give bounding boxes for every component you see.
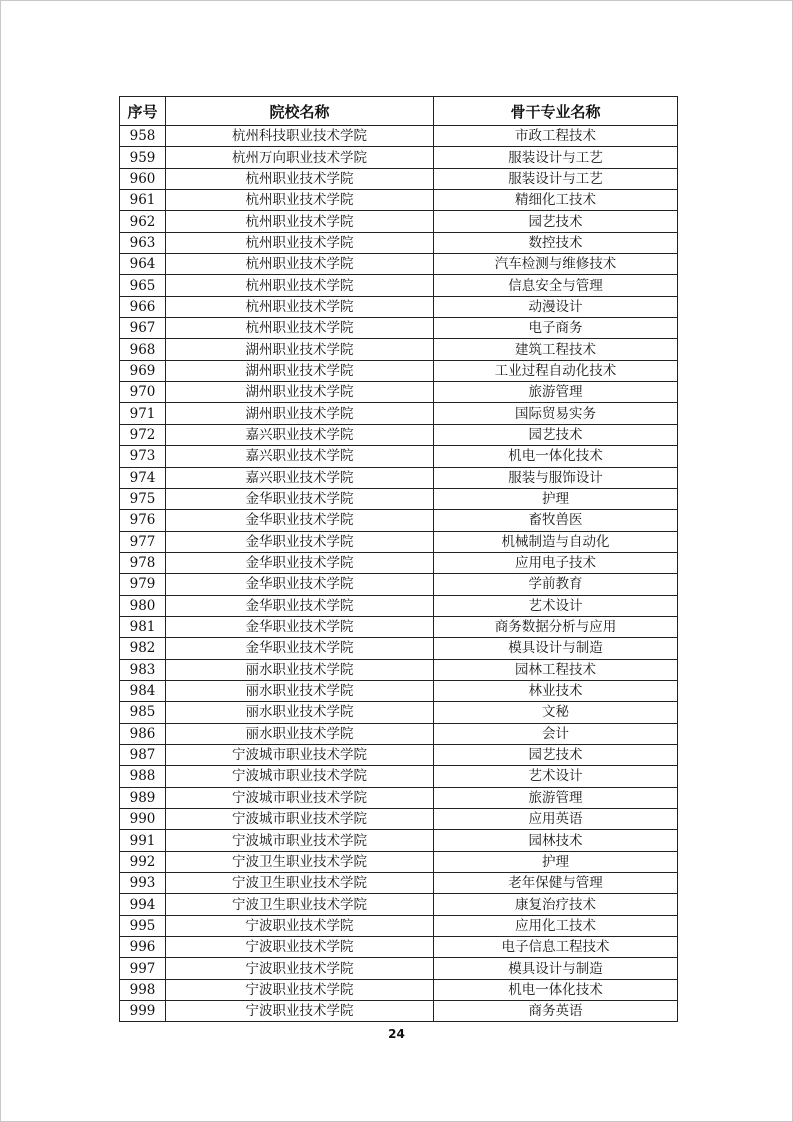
cell-serial-number: 974	[120, 467, 166, 488]
cell-major-name: 老年保健与管理	[434, 873, 678, 894]
table-row	[120, 659, 678, 680]
cell-major-name: 园艺技术	[434, 744, 678, 765]
cell-school-name: 宁波职业技术学院	[166, 937, 434, 958]
cell-serial-number: 992	[120, 851, 166, 872]
backbone-major-table	[119, 96, 678, 1022]
cell-major-name: 精细化工技术	[434, 190, 678, 211]
cell-major-name: 艺术设计	[434, 595, 678, 616]
table-row	[120, 510, 678, 531]
cell-school-name: 湖州职业技术学院	[166, 339, 434, 360]
table-row	[120, 680, 678, 701]
table-row	[120, 894, 678, 915]
table-row	[120, 318, 678, 339]
table-row	[120, 190, 678, 211]
table-row	[120, 1001, 678, 1022]
table-row	[120, 723, 678, 744]
cell-major-name: 护理	[434, 488, 678, 509]
cell-school-name: 金华职业技术学院	[166, 510, 434, 531]
cell-serial-number: 991	[120, 830, 166, 851]
cell-serial-number: 965	[120, 275, 166, 296]
table-row	[120, 488, 678, 509]
cell-school-name: 杭州职业技术学院	[166, 168, 434, 189]
cell-major-name: 应用化工技术	[434, 915, 678, 936]
cell-major-name: 服装设计与工艺	[434, 147, 678, 168]
header-serial-number: 序号	[120, 97, 166, 126]
cell-serial-number: 996	[120, 937, 166, 958]
cell-school-name: 宁波职业技术学院	[166, 979, 434, 1000]
table-row	[120, 616, 678, 637]
table-row	[120, 147, 678, 168]
table-row	[120, 232, 678, 253]
cell-school-name: 湖州职业技术学院	[166, 403, 434, 424]
cell-serial-number: 999	[120, 1001, 166, 1022]
table-row	[120, 360, 678, 381]
cell-school-name: 嘉兴职业技术学院	[166, 424, 434, 445]
cell-serial-number: 984	[120, 680, 166, 701]
cell-major-name: 机电一体化技术	[434, 979, 678, 1000]
cell-school-name: 金华职业技术学院	[166, 595, 434, 616]
cell-school-name: 金华职业技术学院	[166, 574, 434, 595]
table-row	[120, 702, 678, 723]
cell-school-name: 金华职业技术学院	[166, 488, 434, 509]
cell-serial-number: 966	[120, 296, 166, 317]
cell-major-name: 国际贸易实务	[434, 403, 678, 424]
cell-school-name: 杭州职业技术学院	[166, 190, 434, 211]
table-row	[120, 126, 678, 147]
cell-major-name: 机电一体化技术	[434, 446, 678, 467]
cell-serial-number: 971	[120, 403, 166, 424]
cell-serial-number: 987	[120, 744, 166, 765]
cell-serial-number: 983	[120, 659, 166, 680]
cell-school-name: 湖州职业技术学院	[166, 360, 434, 381]
cell-serial-number: 982	[120, 638, 166, 659]
cell-school-name: 宁波职业技术学院	[166, 958, 434, 979]
table-row	[120, 275, 678, 296]
table-row	[120, 851, 678, 872]
cell-school-name: 宁波城市职业技术学院	[166, 830, 434, 851]
cell-serial-number: 969	[120, 360, 166, 381]
cell-school-name: 杭州万向职业技术学院	[166, 147, 434, 168]
table-row	[120, 809, 678, 830]
cell-serial-number: 998	[120, 979, 166, 1000]
cell-major-name: 建筑工程技术	[434, 339, 678, 360]
table-row	[120, 254, 678, 275]
table-row	[120, 937, 678, 958]
cell-serial-number: 961	[120, 190, 166, 211]
cell-major-name: 服装设计与工艺	[434, 168, 678, 189]
table-row	[120, 744, 678, 765]
table-row	[120, 424, 678, 445]
cell-school-name: 杭州职业技术学院	[166, 254, 434, 275]
cell-serial-number: 976	[120, 510, 166, 531]
cell-major-name: 园艺技术	[434, 424, 678, 445]
table-row	[120, 552, 678, 573]
cell-major-name: 园林技术	[434, 830, 678, 851]
cell-serial-number: 972	[120, 424, 166, 445]
cell-school-name: 杭州职业技术学院	[166, 232, 434, 253]
cell-serial-number: 960	[120, 168, 166, 189]
cell-school-name: 杭州职业技术学院	[166, 211, 434, 232]
table-row	[120, 296, 678, 317]
cell-major-name: 服装与服饰设计	[434, 467, 678, 488]
cell-school-name: 宁波卫生职业技术学院	[166, 873, 434, 894]
table-row	[120, 403, 678, 424]
cell-major-name: 商务数据分析与应用	[434, 616, 678, 637]
cell-major-name: 工业过程自动化技术	[434, 360, 678, 381]
table-row	[120, 638, 678, 659]
cell-major-name: 林业技术	[434, 680, 678, 701]
cell-serial-number: 962	[120, 211, 166, 232]
cell-serial-number: 990	[120, 809, 166, 830]
cell-serial-number: 985	[120, 702, 166, 723]
cell-serial-number: 968	[120, 339, 166, 360]
cell-school-name: 宁波职业技术学院	[166, 915, 434, 936]
table-row	[120, 339, 678, 360]
cell-major-name: 学前教育	[434, 574, 678, 595]
cell-major-name: 旅游管理	[434, 787, 678, 808]
cell-major-name: 会计	[434, 723, 678, 744]
cell-serial-number: 975	[120, 488, 166, 509]
cell-school-name: 嘉兴职业技术学院	[166, 467, 434, 488]
cell-school-name: 丽水职业技术学院	[166, 702, 434, 723]
cell-major-name: 园林工程技术	[434, 659, 678, 680]
cell-school-name: 金华职业技术学院	[166, 638, 434, 659]
header-school-name: 院校名称	[166, 97, 434, 126]
cell-serial-number: 978	[120, 552, 166, 573]
cell-school-name: 宁波职业技术学院	[166, 1001, 434, 1022]
cell-serial-number: 964	[120, 254, 166, 275]
cell-school-name: 丽水职业技术学院	[166, 659, 434, 680]
cell-serial-number: 988	[120, 766, 166, 787]
table-container	[119, 96, 677, 1022]
cell-school-name: 金华职业技术学院	[166, 531, 434, 552]
cell-serial-number: 993	[120, 873, 166, 894]
table-row	[120, 574, 678, 595]
table-row	[120, 467, 678, 488]
cell-serial-number: 958	[120, 126, 166, 147]
table-row	[120, 168, 678, 189]
cell-school-name: 杭州职业技术学院	[166, 275, 434, 296]
cell-school-name: 杭州职业技术学院	[166, 318, 434, 339]
table-row	[120, 382, 678, 403]
cell-major-name: 文秘	[434, 702, 678, 723]
table-row	[120, 595, 678, 616]
cell-serial-number: 977	[120, 531, 166, 552]
cell-school-name: 丽水职业技术学院	[166, 680, 434, 701]
cell-major-name: 信息安全与管理	[434, 275, 678, 296]
cell-major-name: 艺术设计	[434, 766, 678, 787]
cell-major-name: 机械制造与自动化	[434, 531, 678, 552]
cell-major-name: 旅游管理	[434, 382, 678, 403]
page-number: 24	[388, 1027, 405, 1041]
header-major-name: 骨干专业名称	[434, 97, 678, 126]
table-row	[120, 211, 678, 232]
table-body	[120, 126, 678, 1022]
cell-school-name: 宁波城市职业技术学院	[166, 744, 434, 765]
table-row	[120, 830, 678, 851]
cell-serial-number: 986	[120, 723, 166, 744]
cell-serial-number: 967	[120, 318, 166, 339]
cell-serial-number: 959	[120, 147, 166, 168]
cell-serial-number: 973	[120, 446, 166, 467]
cell-major-name: 数控技术	[434, 232, 678, 253]
cell-major-name: 汽车检测与维修技术	[434, 254, 678, 275]
cell-major-name: 康复治疗技术	[434, 894, 678, 915]
table-row	[120, 787, 678, 808]
cell-serial-number: 981	[120, 616, 166, 637]
cell-school-name: 嘉兴职业技术学院	[166, 446, 434, 467]
cell-school-name: 湖州职业技术学院	[166, 382, 434, 403]
cell-major-name: 电子商务	[434, 318, 678, 339]
table-row	[120, 873, 678, 894]
cell-major-name: 畜牧兽医	[434, 510, 678, 531]
table-row	[120, 958, 678, 979]
cell-serial-number: 997	[120, 958, 166, 979]
cell-major-name: 应用英语	[434, 809, 678, 830]
cell-school-name: 宁波城市职业技术学院	[166, 787, 434, 808]
table-row	[120, 446, 678, 467]
cell-school-name: 杭州科技职业技术学院	[166, 126, 434, 147]
table-row	[120, 766, 678, 787]
table-row	[120, 531, 678, 552]
cell-school-name: 金华职业技术学院	[166, 616, 434, 637]
cell-serial-number: 989	[120, 787, 166, 808]
cell-serial-number: 970	[120, 382, 166, 403]
cell-major-name: 应用电子技术	[434, 552, 678, 573]
cell-school-name: 宁波城市职业技术学院	[166, 766, 434, 787]
cell-school-name: 宁波卫生职业技术学院	[166, 894, 434, 915]
cell-serial-number: 979	[120, 574, 166, 595]
cell-major-name: 模具设计与制造	[434, 638, 678, 659]
cell-major-name: 市政工程技术	[434, 126, 678, 147]
table-header-row	[120, 97, 678, 126]
cell-serial-number: 963	[120, 232, 166, 253]
cell-serial-number: 995	[120, 915, 166, 936]
cell-serial-number: 994	[120, 894, 166, 915]
cell-major-name: 商务英语	[434, 1001, 678, 1022]
cell-major-name: 园艺技术	[434, 211, 678, 232]
cell-school-name: 丽水职业技术学院	[166, 723, 434, 744]
cell-major-name: 护理	[434, 851, 678, 872]
cell-serial-number: 980	[120, 595, 166, 616]
cell-school-name: 宁波卫生职业技术学院	[166, 851, 434, 872]
table-row	[120, 979, 678, 1000]
cell-school-name: 杭州职业技术学院	[166, 296, 434, 317]
cell-major-name: 电子信息工程技术	[434, 937, 678, 958]
cell-major-name: 模具设计与制造	[434, 958, 678, 979]
cell-major-name: 动漫设计	[434, 296, 678, 317]
cell-school-name: 金华职业技术学院	[166, 552, 434, 573]
table-row	[120, 915, 678, 936]
cell-school-name: 宁波城市职业技术学院	[166, 809, 434, 830]
